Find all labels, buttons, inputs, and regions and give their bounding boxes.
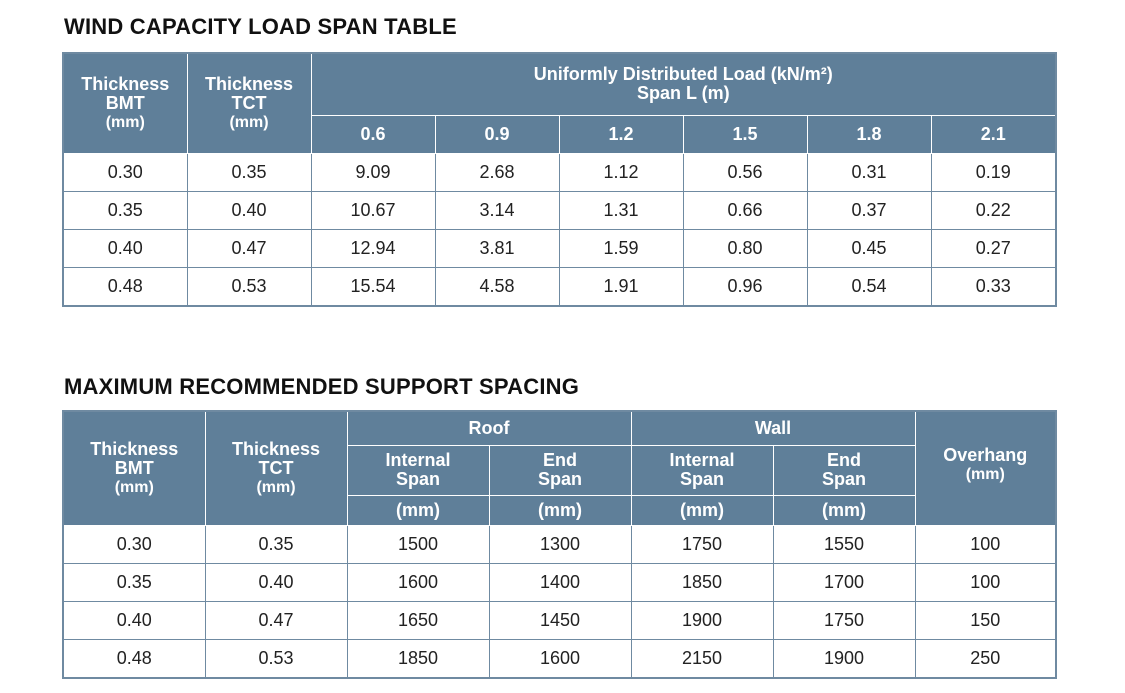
wind-table-title: WIND CAPACITY LOAD SPAN TABLE — [64, 14, 457, 39]
table-row — [63, 563, 1056, 601]
header-wall: Wall — [631, 411, 915, 445]
table-cell: 0.40 — [205, 563, 347, 601]
table-cell: 2150 — [631, 639, 773, 678]
table-cell: 0.30 — [63, 525, 205, 563]
wind-capacity-table — [62, 52, 1057, 307]
table-row — [63, 153, 1056, 191]
table-cell: 0.35 — [63, 191, 187, 229]
table-cell: 0.30 — [63, 153, 187, 191]
table-cell: 4.58 — [435, 267, 559, 306]
header-span-value: 2.1 — [931, 115, 1056, 153]
table-cell: 2.68 — [435, 153, 559, 191]
table-cell: 0.56 — [683, 153, 807, 191]
table-cell: 0.33 — [931, 267, 1056, 306]
table-cell: 0.19 — [931, 153, 1056, 191]
header-thickness-tct: Thickness TCT (mm) — [187, 53, 311, 153]
header-unit-mm: (mm) — [347, 495, 489, 525]
table-cell: 1.31 — [559, 191, 683, 229]
table-cell: 1600 — [347, 563, 489, 601]
header-thickness-bmt: Thickness BMT (mm) — [63, 53, 187, 153]
table-cell: 0.80 — [683, 229, 807, 267]
table-cell: 0.48 — [63, 639, 205, 678]
table-row — [63, 191, 1056, 229]
table-cell: 0.53 — [205, 639, 347, 678]
table-cell: 1900 — [773, 639, 915, 678]
header-thickness-bmt: Thickness BMT (mm) — [63, 411, 205, 525]
header-unit-mm: (mm) — [773, 495, 915, 525]
table-cell: 0.27 — [931, 229, 1056, 267]
header-overhang: Overhang (mm) — [915, 411, 1056, 525]
table-cell: 0.37 — [807, 191, 931, 229]
table-cell: 1850 — [631, 563, 773, 601]
table-cell: 0.66 — [683, 191, 807, 229]
table-cell: 0.47 — [205, 601, 347, 639]
header-span-value: 1.8 — [807, 115, 931, 153]
table-row — [63, 525, 1056, 563]
table-cell: 1850 — [347, 639, 489, 678]
header-span-value: 1.2 — [559, 115, 683, 153]
table-cell: 0.31 — [807, 153, 931, 191]
table-cell: 1.12 — [559, 153, 683, 191]
table-cell: 1650 — [347, 601, 489, 639]
table-cell: 0.48 — [63, 267, 187, 306]
table-cell: 0.35 — [187, 153, 311, 191]
table-cell: 1.59 — [559, 229, 683, 267]
header-span-value: 1.5 — [683, 115, 807, 153]
table-cell: 100 — [915, 563, 1056, 601]
table-cell: 0.35 — [205, 525, 347, 563]
header-distributed-load: Uniformly Distributed Load (kN/m²) Span L (m) — [311, 53, 1056, 115]
table-cell: 3.14 — [435, 191, 559, 229]
table-cell: 0.35 — [63, 563, 205, 601]
table-cell: 0.96 — [683, 267, 807, 306]
header-roof-internal-span: Internal Span — [347, 445, 489, 495]
table-cell: 9.09 — [311, 153, 435, 191]
table-row — [63, 229, 1056, 267]
table-cell: 150 — [915, 601, 1056, 639]
header-thickness-tct: Thickness TCT (mm) — [205, 411, 347, 525]
table-row — [63, 267, 1056, 306]
table-cell: 1750 — [631, 525, 773, 563]
header-wall-end-span: End Span — [773, 445, 915, 495]
table-cell: 0.47 — [187, 229, 311, 267]
table-cell: 1300 — [489, 525, 631, 563]
table-row — [63, 639, 1056, 678]
table-cell: 12.94 — [311, 229, 435, 267]
table-cell: 1500 — [347, 525, 489, 563]
table-cell: 0.40 — [63, 229, 187, 267]
table-cell: 15.54 — [311, 267, 435, 306]
header-unit-mm: (mm) — [631, 495, 773, 525]
header-wall-internal-span: Internal Span — [631, 445, 773, 495]
table-cell: 0.45 — [807, 229, 931, 267]
table-cell: 0.22 — [931, 191, 1056, 229]
table-cell: 0.40 — [63, 601, 205, 639]
header-roof: Roof — [347, 411, 631, 445]
table-cell: 3.81 — [435, 229, 559, 267]
table-cell: 1.91 — [559, 267, 683, 306]
header-roof-end-span: End Span — [489, 445, 631, 495]
table-cell: 1700 — [773, 563, 915, 601]
support-table-title: MAXIMUM RECOMMENDED SUPPORT SPACING — [64, 374, 580, 399]
table-cell: 1900 — [631, 601, 773, 639]
header-unit-mm: (mm) — [489, 495, 631, 525]
header-span-value: 0.6 — [311, 115, 435, 153]
table-cell: 1750 — [773, 601, 915, 639]
table-cell: 10.67 — [311, 191, 435, 229]
table-cell: 1550 — [773, 525, 915, 563]
support-spacing-table — [62, 410, 1057, 679]
table-cell: 1450 — [489, 601, 631, 639]
table-cell: 1400 — [489, 563, 631, 601]
table-cell: 0.53 — [187, 267, 311, 306]
table-cell: 1600 — [489, 639, 631, 678]
table-cell: 0.40 — [187, 191, 311, 229]
header-span-value: 0.9 — [435, 115, 559, 153]
table-cell: 250 — [915, 639, 1056, 678]
table-cell: 100 — [915, 525, 1056, 563]
table-cell: 0.54 — [807, 267, 931, 306]
table-row — [63, 601, 1056, 639]
